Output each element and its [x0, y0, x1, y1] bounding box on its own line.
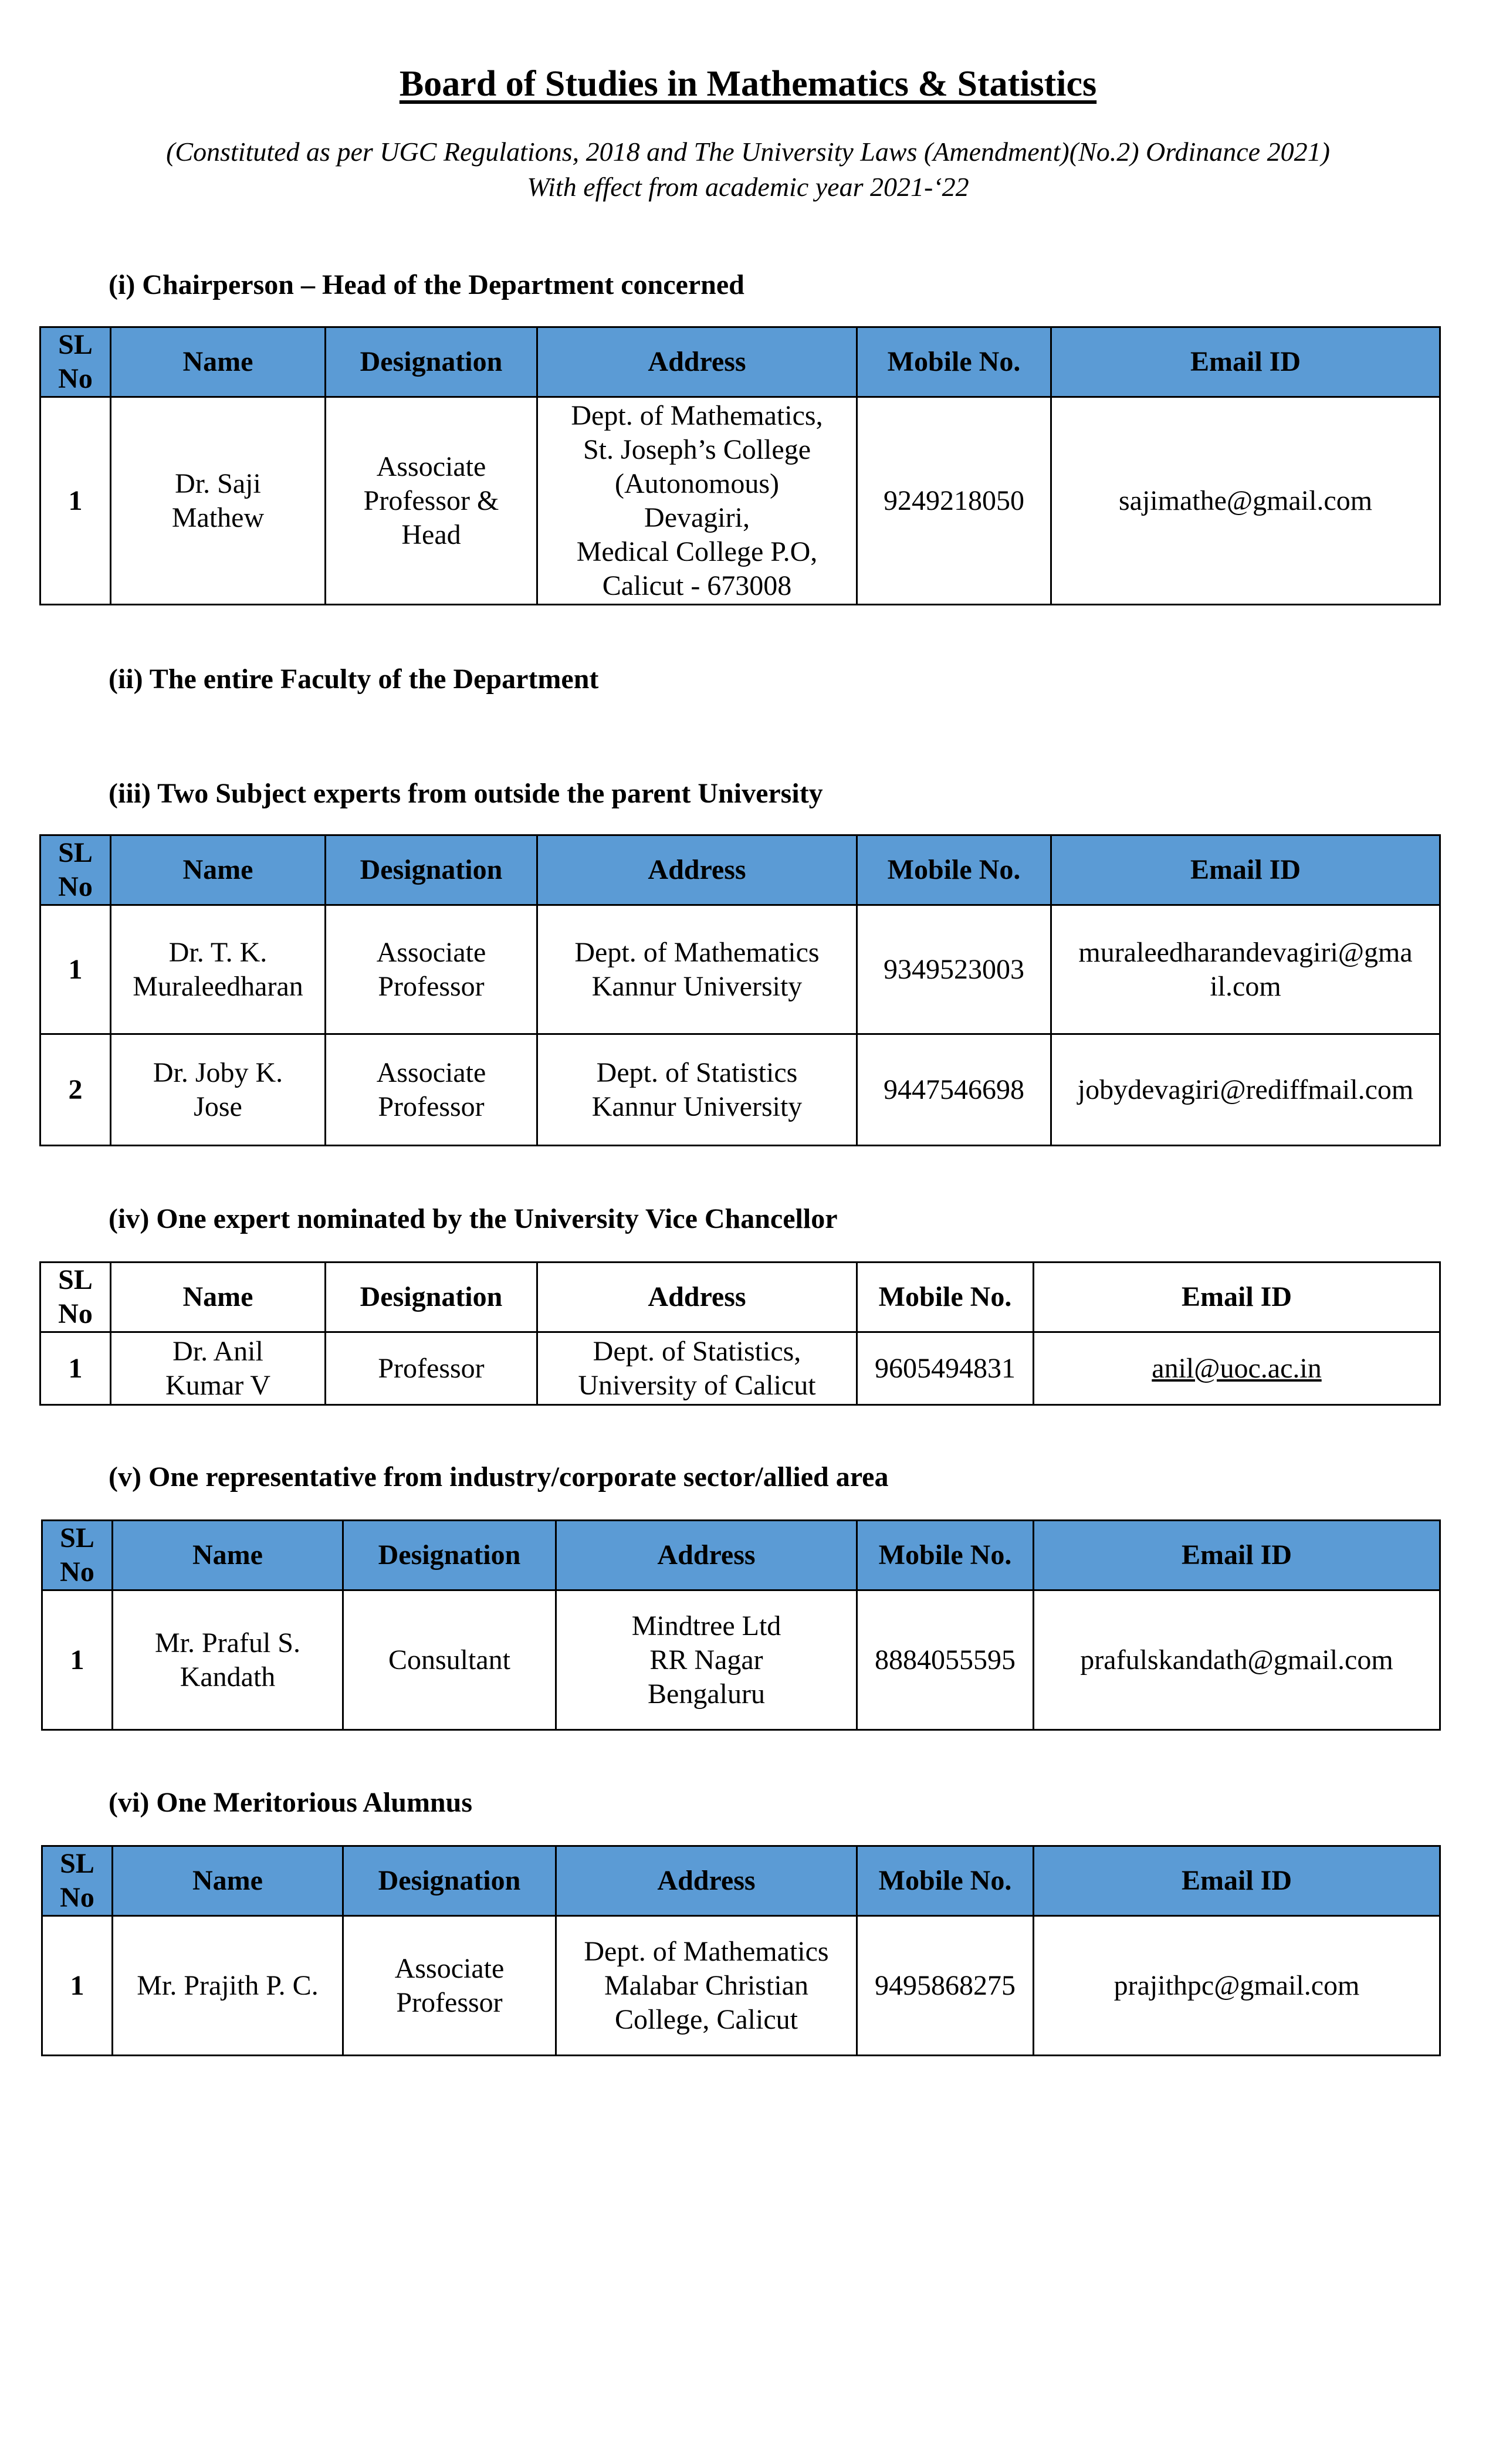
member-mobile: 9249218050 — [857, 397, 1051, 605]
email-link[interactable]: anil@uoc.ac.in — [1152, 1352, 1322, 1384]
col-header-designation: Designation — [343, 1521, 556, 1590]
subtitle-line-1: (Constituted as per UGC Regulations, 2018 and The University Laws (Amendment)(No.2) Ordinance 2021) — [166, 137, 1330, 167]
member-address: Dept. of Statistics Kannur University — [537, 1034, 857, 1146]
table-row — [40, 397, 1440, 605]
member-mobile: 9447546698 — [857, 1034, 1051, 1146]
member-designation: Associate Professor — [326, 1034, 537, 1146]
section-heading-subject-experts: (iii) Two Subject experts from outside the parent University — [109, 778, 823, 809]
col-header-name: Name — [111, 327, 326, 397]
col-header-name: Name — [113, 1521, 343, 1590]
member-designation: Associate Professor — [343, 1916, 556, 2056]
table-row — [40, 1332, 1440, 1405]
member-address: Dept. of Mathematics Malabar Christian College, Calicut — [556, 1916, 857, 2056]
subtitle-line-2: With effect from academic year 2021-‘22 — [527, 172, 969, 202]
col-header-address: Address — [537, 327, 857, 397]
col-header-sl: SL No — [40, 835, 111, 905]
col-header-sl: SL No — [42, 1846, 113, 1916]
col-header-address: Address — [556, 1846, 857, 1916]
subject-experts-table — [39, 834, 1441, 1146]
col-header-name: Name — [113, 1846, 343, 1916]
member-name: Dr. Anil Kumar V — [111, 1332, 326, 1405]
sl-number: 1 — [40, 905, 111, 1034]
col-header-mobile: Mobile No. — [857, 1521, 1034, 1590]
sl-number: 1 — [40, 397, 111, 605]
col-header-mobile: Mobile No. — [857, 1846, 1034, 1916]
col-header-email: Email ID — [1051, 327, 1440, 397]
member-email: muraleedharandevagiri@gma il.com — [1051, 905, 1440, 1034]
col-header-email: Email ID — [1034, 1846, 1440, 1916]
col-header-mobile: Mobile No. — [857, 327, 1051, 397]
member-name: Dr. Joby K. Jose — [111, 1034, 326, 1146]
page-title: Board of Studies in Mathematics & Statistics — [399, 64, 1097, 104]
col-header-designation: Designation — [326, 835, 537, 905]
member-name: Dr. Saji Mathew — [111, 397, 326, 605]
sl-number: 1 — [42, 1590, 113, 1730]
section-heading-chairperson: (i) Chairperson – Head of the Department concerned — [109, 269, 744, 300]
table-row — [40, 1034, 1440, 1146]
member-mobile: 9349523003 — [857, 905, 1051, 1034]
sl-number: 1 — [40, 1332, 111, 1405]
member-email: prajithpc@gmail.com — [1034, 1916, 1440, 2056]
col-header-mobile: Mobile No. — [857, 835, 1051, 905]
table-row — [40, 905, 1440, 1034]
alumnus-table — [41, 1845, 1441, 2056]
col-header-sl: SL No — [40, 1263, 111, 1332]
vc-nominee-table — [39, 1261, 1441, 1406]
member-mobile: 8884055595 — [857, 1590, 1034, 1730]
member-address: Dept. of Statistics, University of Calicut — [537, 1332, 857, 1405]
table-row — [42, 1590, 1440, 1730]
member-designation: Consultant — [343, 1590, 556, 1730]
sl-number: 1 — [42, 1916, 113, 2056]
section-heading-industry-rep: (v) One representative from industry/corporate sector/allied area — [109, 1461, 889, 1492]
col-header-name: Name — [111, 835, 326, 905]
member-email: jobydevagiri@rediffmail.com — [1051, 1034, 1440, 1146]
member-name: Dr. T. K. Muraleedharan — [111, 905, 326, 1034]
member-email: prafulskandath@gmail.com — [1034, 1590, 1440, 1730]
member-name: Mr. Prajith P. C. — [113, 1916, 343, 2056]
member-designation: Associate Professor — [326, 905, 537, 1034]
col-header-designation: Designation — [326, 1263, 537, 1332]
col-header-designation: Designation — [326, 327, 537, 397]
industry-rep-table — [41, 1519, 1441, 1731]
member-name: Mr. Praful S. Kandath — [113, 1590, 343, 1730]
sl-number: 2 — [40, 1034, 111, 1146]
col-header-email: Email ID — [1051, 835, 1440, 905]
col-header-sl: SL No — [40, 327, 111, 397]
section-heading-faculty: (ii) The entire Faculty of the Department — [109, 664, 599, 695]
member-designation: Professor — [326, 1332, 537, 1405]
member-designation: Associate Professor & Head — [326, 397, 537, 605]
col-header-name: Name — [111, 1263, 326, 1332]
member-address: Mindtree Ltd RR Nagar Bengaluru — [556, 1590, 857, 1730]
member-email[interactable] — [1034, 1332, 1440, 1405]
member-mobile: 9495868275 — [857, 1916, 1034, 2056]
col-header-address: Address — [556, 1521, 857, 1590]
member-mobile: 9605494831 — [857, 1332, 1034, 1405]
col-header-email: Email ID — [1034, 1263, 1440, 1332]
section-heading-vc-nominee: (iv) One expert nominated by the University Vice Chancellor — [109, 1203, 838, 1234]
col-header-sl: SL No — [42, 1521, 113, 1590]
member-email: sajimathe@gmail.com — [1051, 397, 1440, 605]
col-header-designation: Designation — [343, 1846, 556, 1916]
section-heading-alumnus: (vi) One Meritorious Alumnus — [109, 1787, 472, 1818]
member-address: Dept. of Mathematics, St. Joseph’s College (Autonomous) Devagiri, Medical College P.O, Calicut - 673008 — [537, 397, 857, 605]
col-header-email: Email ID — [1034, 1521, 1440, 1590]
col-header-address: Address — [537, 1263, 857, 1332]
chairperson-table — [39, 326, 1441, 605]
col-header-mobile: Mobile No. — [857, 1263, 1034, 1332]
member-address: Dept. of Mathematics Kannur University — [537, 905, 857, 1034]
col-header-address: Address — [537, 835, 857, 905]
table-row — [42, 1916, 1440, 2056]
